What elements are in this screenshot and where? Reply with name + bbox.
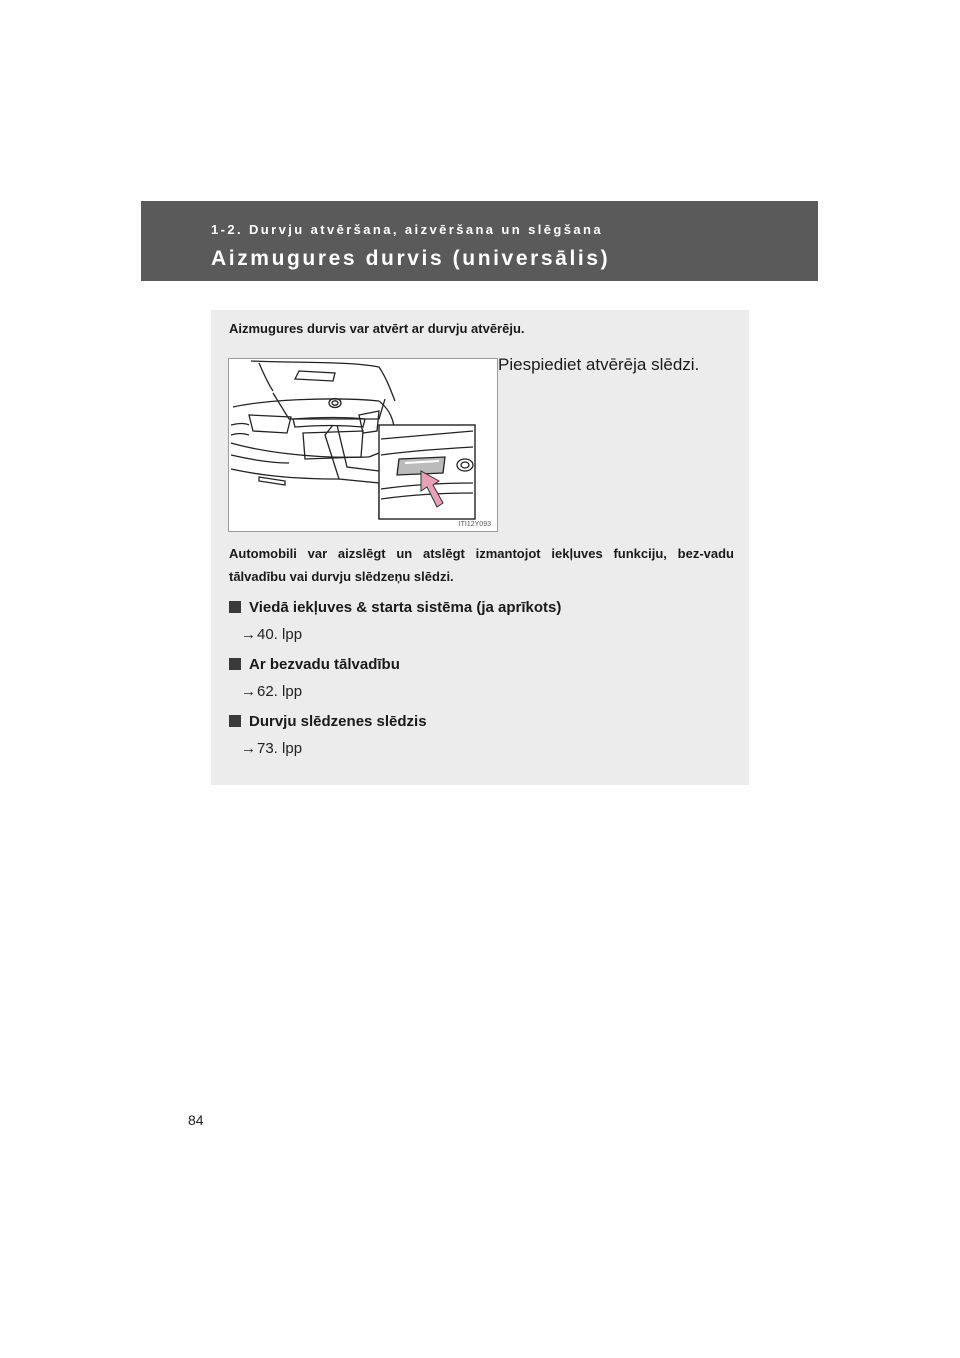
instruction-text: Piespiediet atvērēja slēdzi. [498, 355, 700, 374]
arrow-right-icon: → [241, 626, 256, 643]
page-number: 84 [188, 1112, 204, 1128]
page-title: Aizmugures durvis (universālis) [211, 247, 611, 270]
content-box [211, 310, 749, 785]
page-reference-link[interactable]: 40. lpp [257, 626, 303, 643]
page-reference-link[interactable]: 73. lpp [257, 740, 303, 757]
car-rear-drawing [229, 359, 497, 531]
square-bullet-icon [229, 601, 241, 613]
tailgate-illustration [228, 358, 498, 532]
arrow-right-icon: → [241, 683, 256, 700]
body-paragraph: Automobili var aizslēgt un atslēgt izmantojot iekļuves funkciju, bez-vadu tālvadību vai durvju slēdzeņu slēdzi. [229, 546, 734, 584]
arrow-right-icon: → [241, 740, 256, 757]
page-reference-link[interactable]: 62. lpp [257, 683, 303, 700]
list-item [229, 594, 734, 651]
intro-text: Aizmugures durvis var atvērt ar durvju atvērēju. [229, 321, 525, 336]
item-title: Viedā iekļuves & starta sistēma (ja aprīkots) [249, 598, 562, 616]
section-title: 1-2. Durvju atvēršana, aizvēršana un slēgšana [211, 222, 603, 237]
item-title: Durvju slēdzenes slēdzis [249, 712, 427, 730]
square-bullet-icon [229, 715, 241, 727]
figure-code: ITI12Y093 [458, 521, 491, 528]
square-bullet-icon [229, 658, 241, 670]
section-header [141, 201, 818, 281]
feature-list [229, 594, 734, 765]
item-title: Ar bezvadu tālvadību [249, 655, 400, 673]
list-item [229, 708, 734, 765]
list-item [229, 651, 734, 708]
